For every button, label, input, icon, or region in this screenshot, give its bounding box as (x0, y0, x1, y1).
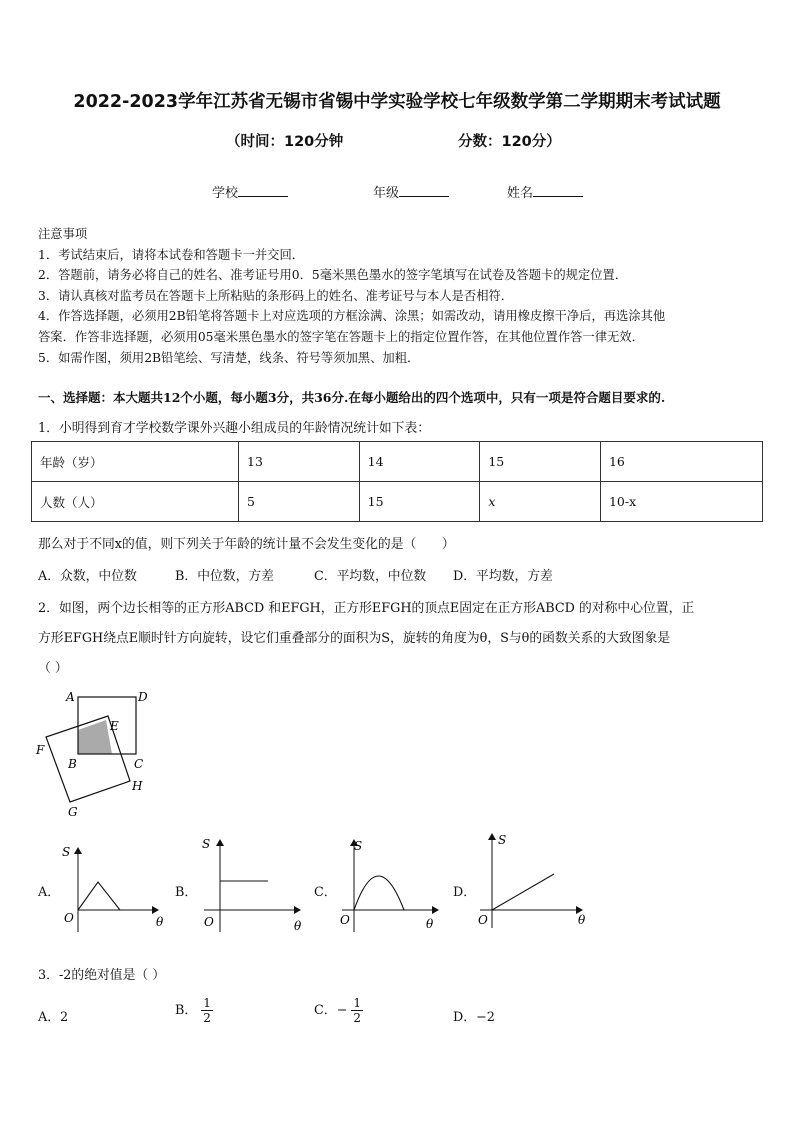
label-a: A (66, 690, 75, 704)
table-cell: 年龄（岁） (32, 442, 239, 482)
axis-label-theta: θ (426, 917, 434, 931)
grade-field (373, 182, 449, 201)
label-f: F (36, 743, 45, 757)
q1-option-b: B．中位数，方差 (175, 569, 274, 584)
overlap-region (78, 720, 112, 754)
exam-time: （时间：120分钟 (226, 134, 344, 150)
q3-option-d: D．−2 (453, 1010, 495, 1025)
name-blank (533, 184, 583, 197)
school-blank (238, 184, 288, 197)
option-c-label: C．− (314, 1003, 348, 1018)
q3-stem: 3．-2的绝对值是（ ） (38, 968, 166, 983)
table-cell: 16 (600, 442, 762, 482)
q3-option-c (314, 996, 363, 1025)
note-item: 1．考试结束后，请将本试卷和答题卡一并交回． (38, 247, 305, 262)
curve (354, 876, 404, 910)
note-item: 答案．作答非选择题，必须用05毫米黑色墨水的签字笔在答题卡上的指定位置作答，在其他位置作答一律无效． (38, 329, 644, 344)
note-item: 4．作答选择题，必须用2B铅笔将答题卡上对应选项的方框涂满、涂黑；如需改动，请用橡皮擦干净后，再选涂其他 (38, 309, 666, 324)
graph-option-c (334, 832, 450, 936)
denominator: 2 (203, 1011, 211, 1025)
table-cell: 13 (239, 442, 360, 482)
name-label: 姓名 (507, 186, 534, 201)
notes-heading: 注意事项 (38, 227, 88, 241)
q1-option-c: C．平均数，中位数 (314, 569, 427, 584)
numerator: 1 (353, 996, 362, 1010)
q1-question: 那么对于不同x的值，则下列关于年龄的统计量不会发生变化的是（ ） (38, 537, 455, 552)
origin-label: O (478, 913, 488, 927)
grade-label: 年级 (373, 186, 400, 201)
q2-line1: 2．如图，两个边长相等的正方形ABCD 和EFGH，正方形EFGH的顶点E固定在正方形ABCD 的对称中心位置，正 (38, 601, 695, 616)
graph-option-b (196, 832, 312, 936)
fraction-half (201, 996, 213, 1025)
label-h: H (132, 779, 143, 793)
axis-label-s: S (498, 833, 507, 847)
axis-label-s: S (202, 837, 211, 851)
origin-label: O (204, 915, 214, 929)
label-b: B (68, 757, 77, 771)
option-b-label: B． (175, 1003, 198, 1018)
denominator: 2 (353, 1011, 362, 1025)
exam-score: 分数：120分） (458, 134, 561, 150)
q3-option-b (175, 996, 213, 1025)
school-field (212, 182, 288, 201)
q3-option-a: A．2 (38, 1010, 69, 1025)
table-cell: 14 (359, 442, 480, 482)
q2-option-a-label: A． (38, 885, 61, 900)
notes-block (38, 224, 760, 368)
q2-option-b-label: B． (175, 885, 198, 900)
note-item: 3．请认真核对监考员在答题卡上所粘贴的条形码上的姓名、准考证号与本人是否相符． (38, 288, 514, 303)
q2-option-d-label: D． (453, 885, 477, 900)
note-item: 2．答题前，请务必将自己的姓名、准考证号用0．5毫米黑色墨水的签字笔填写在试卷及答题卡的规定位置． (38, 268, 628, 283)
q2-line2: 方形EFGH绕点E顺时针方向旋转，设它们重叠部分的面积为S，旋转的角度为θ，S与θ的函数关系的大致图象是 (38, 631, 671, 646)
axis-label-s: S (354, 839, 363, 853)
q2-line3: （ ） (38, 661, 68, 676)
label-g: G (68, 805, 78, 819)
curve (492, 874, 554, 910)
age-table (31, 441, 763, 522)
table-cell: 15 (359, 482, 480, 522)
origin-label: O (340, 913, 350, 927)
axis-label-s: S (62, 845, 71, 859)
q1-option-a: A．众数，中位数 (38, 569, 137, 584)
table-cell: 5 (239, 482, 360, 522)
curve (78, 882, 120, 910)
name-field (507, 182, 583, 201)
numerator: 1 (203, 996, 211, 1010)
table-cell: x (480, 482, 601, 522)
table-cell: 10-x (600, 482, 762, 522)
q1-stem: 1．小明得到育才学校数学课外兴趣小组成员的年龄情况统计如下表： (38, 421, 431, 436)
table-row (32, 442, 763, 482)
graph-option-d (474, 828, 594, 932)
note-item: 5．如需作图，须用2B铅笔绘、写清楚，线条、符号等须加黑、加粗． (38, 350, 420, 365)
graph-option-a (58, 838, 168, 936)
table-cell: 15 (480, 442, 601, 482)
table-cell: 人数（人） (32, 482, 239, 522)
axis-label-theta: θ (156, 915, 164, 929)
label-e: E (110, 719, 119, 733)
q1-option-d: D．平均数，方差 (453, 569, 553, 584)
origin-label: O (64, 911, 74, 925)
axis-label-theta: θ (294, 919, 302, 933)
axis-label-theta: θ (578, 913, 586, 927)
label-c: C (134, 757, 144, 771)
table-row (32, 482, 763, 522)
section-heading: 一、选择题：本大题共12个小题，每小题3分，共36分.在每小题给出的四个选项中，只有一项是符合题目要求的. (38, 390, 666, 405)
fraction-neg-half (351, 996, 363, 1025)
page-title: 2022-2023学年江苏省无锡市省锡中学实验学校七年级数学第二学期期末考试试题 (73, 92, 721, 112)
grade-blank (399, 184, 449, 197)
squares-figure (30, 682, 160, 824)
q2-option-c-label: C． (314, 885, 337, 900)
school-label: 学校 (212, 186, 239, 201)
label-d: D (138, 690, 148, 704)
